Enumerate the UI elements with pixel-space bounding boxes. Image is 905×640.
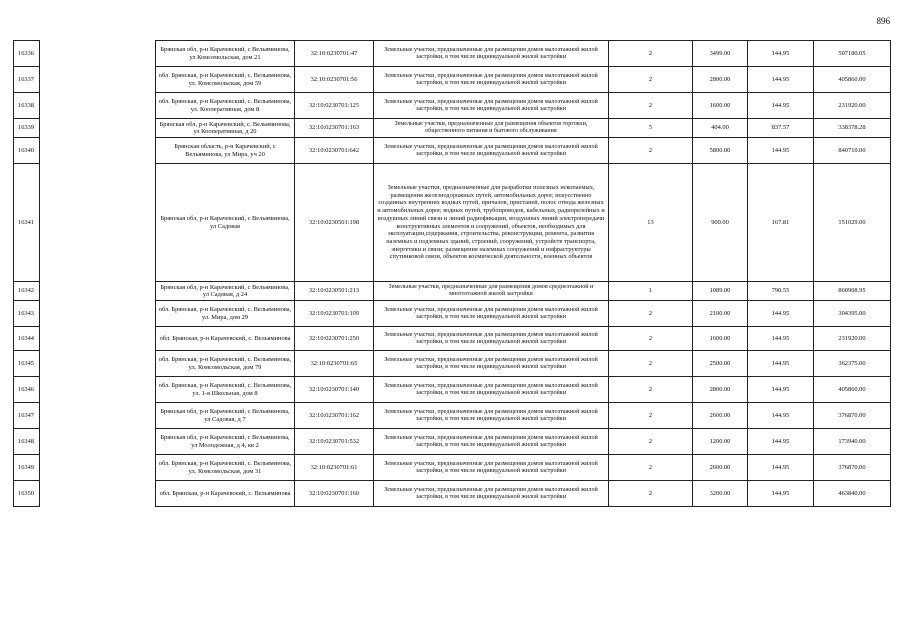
- table-row: [14, 282, 891, 301]
- area-cell: 5800.00: [693, 138, 748, 164]
- address-cell: Брянская обл, р-н Карачевский, с Вельяминова, ул Садовая, д 24: [156, 282, 295, 301]
- table-row: [14, 41, 891, 67]
- blank-cell: [40, 67, 156, 93]
- land-use-purpose-cell: Земельные участки, предназначенные для размещения домов малоэтажной жилой застройки, в том числе индивидуальной жилой застройки: [374, 377, 609, 403]
- address-cell: обл. Брянская, р-н Карачевский, с. Вельяминова, ул. Комсомольская, дом 31: [156, 455, 295, 481]
- land-use-purpose-cell: Земельные участки, предназначенные для размещения домов малоэтажной жилой застройки, в том числе индивидуальной жилой застройки: [374, 351, 609, 377]
- cadastral-number-cell: 32:10:0230701:65: [295, 351, 374, 377]
- land-use-purpose-cell: Земельные участки, предназначенные для размещения домов малоэтажной жилой застройки, в том числе индивидуальной жилой застройки: [374, 403, 609, 429]
- table-row: [14, 351, 891, 377]
- unit-value-cell: 144.95: [748, 455, 814, 481]
- use-group-cell: 2: [609, 377, 693, 403]
- table-row: [14, 377, 891, 403]
- land-use-purpose-cell: Земельные участки, предназначенные для размещения домов среднеэтажной и многоэтажной жилой застройки: [374, 282, 609, 301]
- land-use-purpose-cell: Земельные участки, предназначенные для размещения домов малоэтажной жилой застройки, в том числе индивидуальной жилой застройки: [374, 93, 609, 119]
- area-cell: 1600.00: [693, 93, 748, 119]
- cadastral-value-cell: 376870.00: [814, 455, 891, 481]
- record-number: 16349: [14, 455, 40, 481]
- use-group-cell: 1: [609, 282, 693, 301]
- table-row: [14, 429, 891, 455]
- cadastral-value-cell: 507180.05: [814, 41, 891, 67]
- record-number: 16350: [14, 481, 40, 507]
- use-group-cell: 2: [609, 41, 693, 67]
- record-number: 16337: [14, 67, 40, 93]
- record-number: 16341: [14, 164, 40, 282]
- cadastral-value-cell: 463840.00: [814, 481, 891, 507]
- record-number: 16336: [14, 41, 40, 67]
- cadastral-value-cell: 338378.28: [814, 119, 891, 138]
- use-group-cell: 2: [609, 429, 693, 455]
- page-number: 896: [876, 16, 890, 26]
- blank-cell: [40, 41, 156, 67]
- unit-value-cell: 144.95: [748, 403, 814, 429]
- area-cell: 404.00: [693, 119, 748, 138]
- cadastral-value-cell: 304395.00: [814, 301, 891, 327]
- use-group-cell: 2: [609, 403, 693, 429]
- cadastral-number-cell: 32:10:0230701:250: [295, 327, 374, 351]
- cadastral-number-cell: 32:10:0230701:160: [295, 481, 374, 507]
- cadastral-number-cell: 32:10:0230701:61: [295, 455, 374, 481]
- unit-value-cell: 144.95: [748, 93, 814, 119]
- blank-cell: [40, 164, 156, 282]
- use-group-cell: 2: [609, 481, 693, 507]
- area-cell: 2600.00: [693, 403, 748, 429]
- unit-value-cell: 144.95: [748, 429, 814, 455]
- area-cell: 2800.00: [693, 67, 748, 93]
- record-number: 16348: [14, 429, 40, 455]
- address-cell: обл. Брянская, р-н Карачевский, с. Вельяминова, ул. 1-я Школьная, дом 8: [156, 377, 295, 403]
- table-row: [14, 119, 891, 138]
- record-number: 16344: [14, 327, 40, 351]
- area-cell: 1600.00: [693, 327, 748, 351]
- address-cell: обл. Брянская, р-н Карачевский, с. Вельяминова, ул. Комсомольская, дом 59: [156, 67, 295, 93]
- land-use-purpose-cell: Земельные участки, предназначенные для размещения домов малоэтажной жилой застройки, в том числе индивидуальной жилой застройки: [374, 138, 609, 164]
- use-group-cell: 2: [609, 455, 693, 481]
- use-group-cell: 2: [609, 67, 693, 93]
- table-row: [14, 327, 891, 351]
- use-group-cell: 2: [609, 351, 693, 377]
- cadastral-number-cell: 32:10:0230701:140: [295, 377, 374, 403]
- record-number: 16345: [14, 351, 40, 377]
- cadastral-value-cell: 362375.00: [814, 351, 891, 377]
- cadastral-number-cell: 32:10:0230501:198: [295, 164, 374, 282]
- cadastral-number-cell: 32:10:0230701:642: [295, 138, 374, 164]
- land-registry-table: [13, 40, 891, 507]
- land-use-purpose-cell: Земельные участки, предназначенные для размещения домов малоэтажной жилой застройки, в том числе индивидуальной жилой застройки: [374, 67, 609, 93]
- blank-cell: [40, 481, 156, 507]
- blank-cell: [40, 455, 156, 481]
- table-body: [14, 41, 891, 507]
- address-cell: Брянская обл, р-н Карачевский, с Вельяминова, ул Молодежная, д 4, кв 2: [156, 429, 295, 455]
- use-group-cell: 5: [609, 119, 693, 138]
- land-use-purpose-cell: Земельные участки, предназначенные для размещения домов малоэтажной жилой застройки, в том числе индивидуальной жилой застройки: [374, 481, 609, 507]
- cadastral-number-cell: 32:10:0230701:47: [295, 41, 374, 67]
- area-cell: 2500.00: [693, 351, 748, 377]
- cadastral-number-cell: 32:10:0230701:532: [295, 429, 374, 455]
- unit-value-cell: 144.95: [748, 67, 814, 93]
- cadastral-value-cell: 231920.00: [814, 93, 891, 119]
- area-cell: 2100.00: [693, 301, 748, 327]
- blank-cell: [40, 282, 156, 301]
- cadastral-number-cell: 32:10:0230501:213: [295, 282, 374, 301]
- unit-value-cell: 837.57: [748, 119, 814, 138]
- cadastral-value-cell: 151029.00: [814, 164, 891, 282]
- table-row: [14, 164, 891, 282]
- table-row: [14, 93, 891, 119]
- table-row: [14, 301, 891, 327]
- record-number: 16338: [14, 93, 40, 119]
- unit-value-cell: 144.95: [748, 138, 814, 164]
- record-number: 16339: [14, 119, 40, 138]
- table-row: [14, 67, 891, 93]
- use-group-cell: 2: [609, 93, 693, 119]
- address-cell: Брянская обл, р-н Карачевский, с Вельяминова, ул Комсомольская, дом 21: [156, 41, 295, 67]
- land-use-purpose-cell: Земельные участки, предназначенные для размещения домов малоэтажной жилой застройки, в том числе индивидуальной жилой застройки: [374, 429, 609, 455]
- cadastral-value-cell: 840710.00: [814, 138, 891, 164]
- use-group-cell: 13: [609, 164, 693, 282]
- use-group-cell: 2: [609, 301, 693, 327]
- cadastral-value-cell: 405860.00: [814, 377, 891, 403]
- record-number: 16346: [14, 377, 40, 403]
- land-use-purpose-cell: Земельные участки, предназначенные для размещения объектов торговли, общественного питания и бытового обслуживания: [374, 119, 609, 138]
- use-group-cell: 2: [609, 138, 693, 164]
- unit-value-cell: 144.95: [748, 481, 814, 507]
- area-cell: 1200.00: [693, 429, 748, 455]
- blank-cell: [40, 301, 156, 327]
- address-cell: обл. Брянская, р-н Карачевский, с. Вельяминова: [156, 481, 295, 507]
- area-cell: 2600.00: [693, 455, 748, 481]
- land-use-purpose-cell: Земельные участки, предназначенные для размещения домов малоэтажной жилой застройки, в том числе индивидуальной жилой застройки: [374, 455, 609, 481]
- cadastral-number-cell: 32:10:0230701:56: [295, 67, 374, 93]
- address-cell: обл. Брянская, р-н Карачевский, с. Вельяминова, ул. Комсомольская, дом 79: [156, 351, 295, 377]
- cadastral-value-cell: 860908.95: [814, 282, 891, 301]
- address-cell: Брянская обл, р-н Карачевский, с. Вельяминова, ул Кооперативная, д 20: [156, 119, 295, 138]
- record-number: 16347: [14, 403, 40, 429]
- table-row: [14, 138, 891, 164]
- table-row: [14, 455, 891, 481]
- table-row: [14, 403, 891, 429]
- address-cell: Брянская область, р-н Карачевский, с Вельяминова, ул Мира, уч 20: [156, 138, 295, 164]
- blank-cell: [40, 403, 156, 429]
- address-cell: Брянская обл, р-н Карачевский, с Вельяминова, ул Садовая: [156, 164, 295, 282]
- unit-value-cell: 144.95: [748, 327, 814, 351]
- cadastral-number-cell: 32:10:0230701:162: [295, 403, 374, 429]
- unit-value-cell: 144.95: [748, 301, 814, 327]
- area-cell: 900.00: [693, 164, 748, 282]
- land-use-purpose-cell: Земельные участки, предназначенные для размещения домов малоэтажной жилой застройки, в том числе индивидуальной жилой застройки: [374, 41, 609, 67]
- land-use-purpose-cell: Земельные участки, предназначенные для размещения домов малоэтажной жилой застройки, в том числе индивидуальной жилой застройки: [374, 301, 609, 327]
- record-number: 16343: [14, 301, 40, 327]
- blank-cell: [40, 327, 156, 351]
- land-use-purpose-cell: Земельные участки, предназначенные для размещения домов малоэтажной жилой застройки, в том числе индивидуальной жилой застройки: [374, 327, 609, 351]
- cadastral-number-cell: 32:10:0230701:163: [295, 119, 374, 138]
- table-row: [14, 481, 891, 507]
- cadastral-value-cell: 376870.00: [814, 403, 891, 429]
- address-cell: обл. Брянская, р-н Карачевский, с. Вельяминова: [156, 327, 295, 351]
- unit-value-cell: 144.95: [748, 41, 814, 67]
- blank-cell: [40, 93, 156, 119]
- unit-value-cell: 144.95: [748, 351, 814, 377]
- blank-cell: [40, 429, 156, 455]
- cadastral-number-cell: 32:10:0230701:109: [295, 301, 374, 327]
- cadastral-value-cell: 231920.00: [814, 327, 891, 351]
- use-group-cell: 2: [609, 327, 693, 351]
- blank-cell: [40, 351, 156, 377]
- unit-value-cell: 790.55: [748, 282, 814, 301]
- cadastral-value-cell: 405860.00: [814, 67, 891, 93]
- unit-value-cell: 167.81: [748, 164, 814, 282]
- address-cell: обл. Брянская, р-н Карачевский, с. Вельяминова, ул. Мира, дом 29: [156, 301, 295, 327]
- land-use-purpose-cell: Земельные участки, предназначенные для разработки полезных ископаемых, размещения железнодорожных путей, автомобильных дорог, искусственно созданных внутренних водных путей, причалов, пристаней, полос отвода железных и автомобильных дорог, водных путей, трубопроводов, кабельных, радиорелейных и воздушных линий связи и линий радиофикации, воздушных линий электропередачи конструктивных элементов и сооружений, объектов, необходимых для эксплуатации,содержания, строительства, реконструкции, ремонта, развития наземных и подземных зданий, строений, сооружений, устройств транспорта, энергетики и связи; размещения наземных сооружений и инфраструктуры спутниковой связи, объектов космической деятельности, военных объектов: [374, 164, 609, 282]
- blank-cell: [40, 119, 156, 138]
- record-number: 16340: [14, 138, 40, 164]
- record-number: 16342: [14, 282, 40, 301]
- cadastral-value-cell: 173940.00: [814, 429, 891, 455]
- address-cell: Брянская обл, р-н Карачевский, с Вельяминова, ул Садовая, д 7: [156, 403, 295, 429]
- blank-cell: [40, 377, 156, 403]
- area-cell: 3200.00: [693, 481, 748, 507]
- cadastral-number-cell: 32:10:0230701:125: [295, 93, 374, 119]
- area-cell: 2800.00: [693, 377, 748, 403]
- address-cell: обл. Брянская, р-н Карачевский, с. Вельяминова, ул. Кооперативная, дом 8: [156, 93, 295, 119]
- area-cell: 1089.00: [693, 282, 748, 301]
- unit-value-cell: 144.95: [748, 377, 814, 403]
- blank-cell: [40, 138, 156, 164]
- area-cell: 3499.00: [693, 41, 748, 67]
